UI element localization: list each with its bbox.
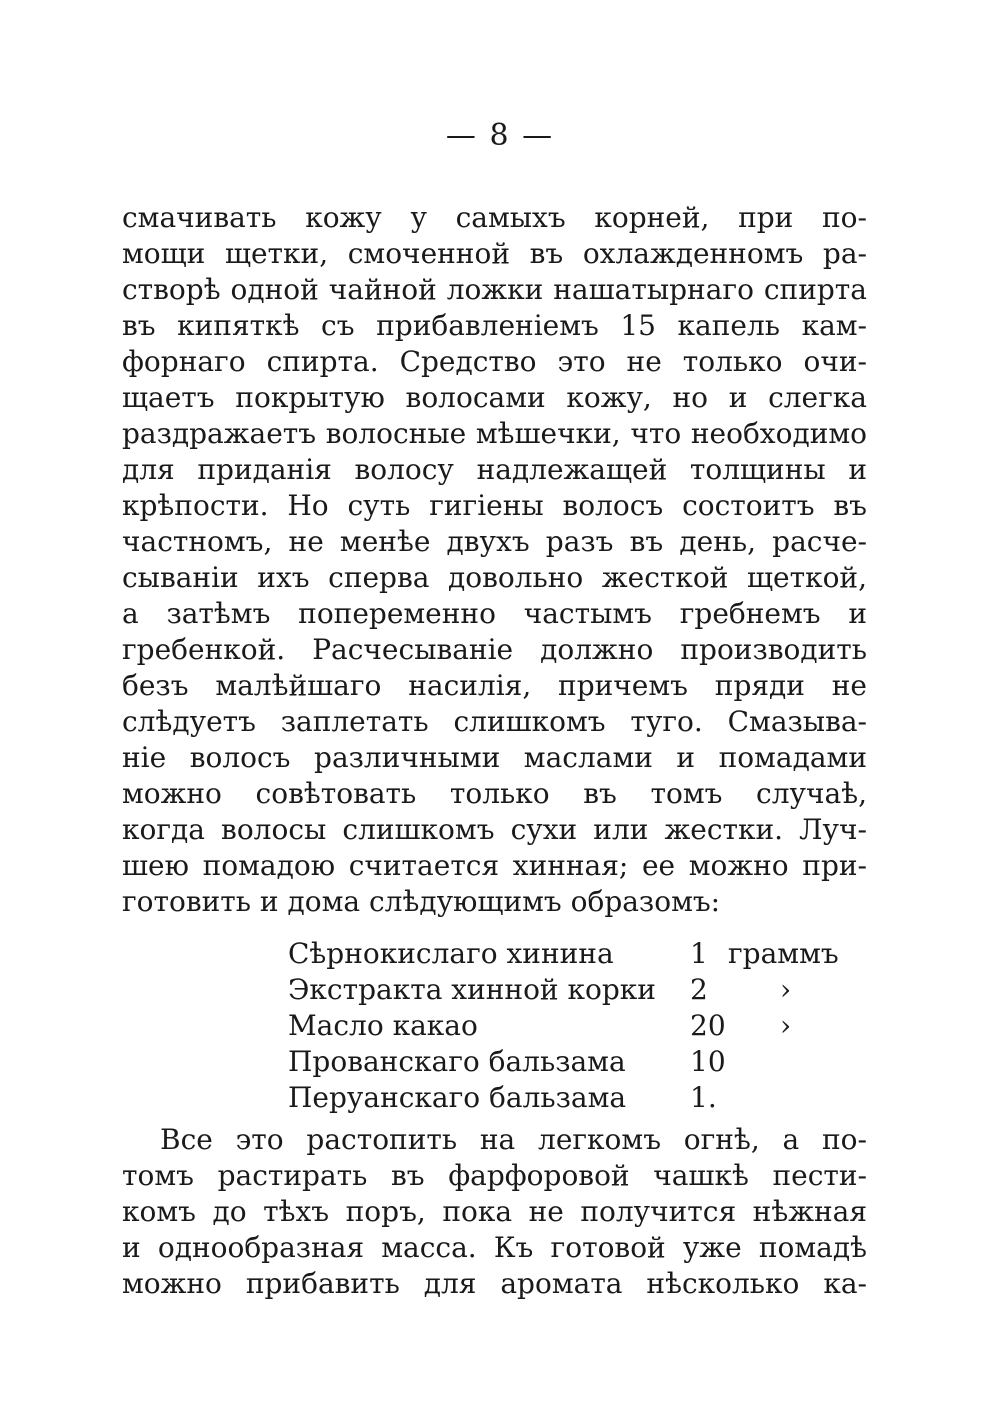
text-line: для приданія волосу надлежащей толщины и (122, 453, 867, 486)
recipe-ingredient: Перуанскаго бальзама (288, 1081, 627, 1114)
text-line: крѣпости. Но суть гигіены волосъ состоитъ въ (122, 489, 867, 522)
text-line: а затѣмъ попеременно частымъ гребнемъ и (122, 597, 867, 630)
recipe-ingredient: Прованскаго бальзама (288, 1045, 626, 1078)
text-line: когда волосы слишкомъ сухи или жестки. Луч- (122, 813, 867, 846)
text-line: смачивать кожу у самыхъ корней, при по- (122, 201, 867, 234)
text-line: мощи щетки, смоченной въ охлажденномъ ра- (122, 237, 867, 270)
paragraph-preparation (122, 1122, 867, 1302)
recipe-ingredient: Масло какао (288, 1009, 478, 1042)
recipe-table (288, 936, 868, 1116)
recipe-ingredient: Сѣрнокислаго хинина (288, 937, 614, 970)
text-line: раздражаетъ волосные мѣшечки, что необходимо (122, 417, 867, 450)
recipe-row (288, 972, 868, 1008)
recipe-amount: 1 (690, 937, 708, 970)
recipe-unit: › (780, 1009, 792, 1042)
text-line: шею помадою считается хинная; ее можно при- (122, 849, 867, 882)
recipe-row (288, 936, 868, 972)
recipe-unit: граммъ (728, 937, 839, 970)
recipe-amount: 2 (690, 973, 708, 1006)
text-line: слѣдуетъ заплетать слишкомъ туго. Смазыва- (122, 705, 867, 738)
text-line: гребенкой. Расчесываніе должно производить (122, 633, 867, 666)
recipe-unit: › (780, 973, 792, 1006)
recipe-amount: 20 (690, 1009, 726, 1042)
text-line: частномъ, не менѣе двухъ разъ въ день, расче- (122, 525, 867, 558)
text-line: щаетъ покрытую волосами кожу, но и слегка (122, 381, 867, 414)
text-line: створѣ одной чайной ложки нашатырнаго спирта (122, 273, 867, 306)
text-line: въ кипяткѣ съ прибавленіемъ 15 капель кам- (122, 309, 867, 342)
recipe-row (288, 1080, 868, 1116)
recipe-ingredient: Экстракта хинной корки (288, 973, 656, 1006)
text-line: и однообразная масса. Къ готовой уже помадѣ (122, 1231, 867, 1264)
text-line: томъ растирать въ фарфоровой чашкѣ пести- (122, 1159, 867, 1192)
text-line: можно совѣтовать только въ томъ случаѣ, (122, 777, 867, 810)
text-line: Все это растопить на легкомъ огнѣ, а по- (160, 1123, 867, 1156)
recipe-amount: 10 (690, 1045, 726, 1078)
recipe-row (288, 1044, 868, 1080)
text-line: комъ до тѣхъ поръ, пока не получится нѣжная (122, 1195, 867, 1228)
text-line: безъ малѣйшаго насилія, причемъ пряди не (122, 669, 867, 702)
text-line: ніе волосъ различными маслами и помадами (122, 741, 867, 774)
recipe-row (288, 1008, 868, 1044)
page-number: — 8 — (445, 118, 555, 153)
text-line: форнаго спирта. Средство это не только очи- (122, 345, 867, 378)
text-line: готовить и дома слѣдующимъ образомъ: (122, 885, 721, 918)
recipe-amount: 1. (690, 1081, 717, 1114)
text-line: сываніи ихъ сперва довольно жесткой щеткой, (122, 561, 867, 594)
text-line: можно прибавить для аромата нѣсколько ка- (122, 1267, 867, 1300)
paragraph-hair-care (122, 200, 867, 920)
